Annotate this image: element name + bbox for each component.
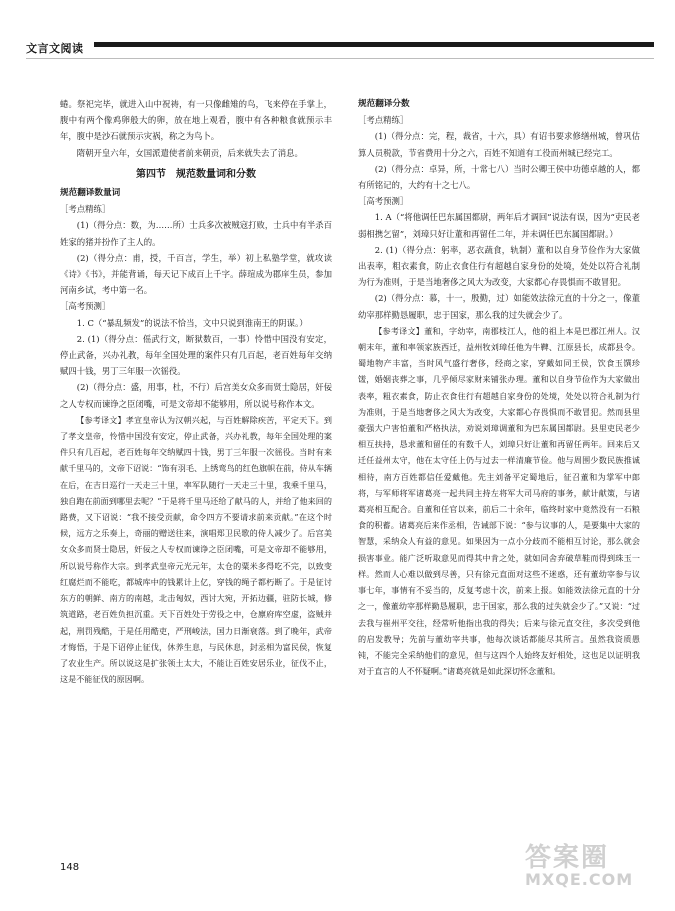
paragraph: 隋朝开皇六年，女国派遣使者前来朝贡，后来就失去了消息。 [76,147,303,158]
paragraph: (1)（得分点：数，为……所）士兵多次被贼寇打败，士兵中有半杀百姓家的猪并扮作了主人的。 [60,220,332,247]
watermark-cn: 答案圈 [525,843,610,873]
paragraph: 2. (1)（得分点：傜武行文，断狱数百，一事）怜惜中国没有安定，停止武备，兴办礼教，每年全国处理的案件只有几百起，老百姓每年交纳赋四十钱，男丁三年服一次徭役。 [60,333,332,377]
left-column [60,96,332,856]
watermark-en: MXQE.COM [525,870,634,889]
paragraph: 2. (1)（得分点：躬率，恶衣蔬食，轨制）董和以自身节俭作为大家做出表率，粗衣素食，防止衣食住行有超越自家身份的处境，处处以符合礼制为行为准则，于是当地奢侈之风大为改变，大家都心存畏惧而不敢冒犯。 [358,244,640,288]
subsection-heading: 规范翻译数量词 [60,188,121,199]
paragraph: 蜷。祭祀完毕，就进入山中祝祷，有一只像雌雉的鸟，飞来停在手掌上，腹中有两个像鸡卵般大的卵，放在地上观看，腹中有各种粮食就预示丰年，腹中是沙石就预示灾祸，称之为鸟卜。 [60,99,332,142]
paragraph: (2)（得分点：慕，十一，殷勤，过）如能效法徐元直的十分之一，像董幼宰那样勤恳履职，忠于国家，那么我的过失就会少了。 [358,293,640,320]
header-label: 文言文阅读 [26,42,84,55]
watermark-logo [525,837,655,893]
header-thin-rule [26,58,654,59]
header-rule [94,42,654,47]
paragraph: (2)（得分点：甫，授，千百言，学生，举）初上私塾学堂，就攻读《诗》《书》，并能背诵，每天记下成百上千字。薛瑄成为郡庠生员，参加河南乡试，考中第一名。 [60,252,332,296]
paragraph: (1)（得分点：完，程，裁省，十六，具）有诏书要求修缮州城，曾巩估算人员税款，节省费用十分之六，百姓不知道有工役而州城已经完工。 [358,131,640,158]
paragraph: (2)（得分点：卓异，所，十常七八）当时公卿王侯中功德卓越的人，都有所铭记的，大约有十之七八。 [358,163,640,191]
paragraph: 1. C（“暴乱频发”的说法不恰当，文中只说到淮南王的阴谋。） [76,317,308,328]
bracket-tag: ［考点精练］ [60,204,111,215]
bracket-tag: ［高考预测］ [60,301,111,312]
reference-translation: 【参考译文】孝宣皇帝认为汉朝兴起，与百姓解除疾苦，平定天下。到了孝文皇帝，怜惜中国没有安定，停止武备，兴办礼教，每年全国处理的案件只有几百起，老百姓每年交纳赋四十钱，男丁三年服一次徭役。当时有来献千里马的，文帝下诏说：“饰有羽毛、上绣鸾鸟的红色旗帜在前，侍从车辆在后，在吉日巡行一天走三十里，率军队随行一天走三十里，我乘千里马，独自跑在前面到哪里去呢？”于是将千里马还给了献马的人，并给了他来回的路费，又下诏说：“我不接受贡献，命令四方不要请求前来贡献。”在这个时候，远方之乐奏上，奇丽的赠送往来，演唱郑卫民歌的侍人减少了。后宫美女众多而贤士隐居，奸佞之人专权而谏诤之臣闭嘴，可是文帝却不能够用，所以说号称作大宗。到孝武皇帝元光元年，太仓的粟米多得吃不完，以致变红腐烂而不能吃，都城库中的钱累计上亿，穿钱的绳子都朽断了。于是征讨东方的朝鲜、南方的南越，北击匈奴，西讨大宛，开拓边疆，驻防长城，修筑道路，老百姓负担沉重。天下百姓处于劳役之中，仓廪府库空虚，盗贼并起，刑罚残酷，于是任用酷吏，严刑峻法，国力日渐衰落。到了晚年，武帝才悔悟，于是下诏停止征伐，休养生息，与民休息，封丞相为富民侯，恢复了农业生产。所以说这是扩张领土太大，不能让百姓安居乐业，征伐不止，这是不能征伐的原因啊。 [60,414,332,685]
bracket-tag: ［高考预测］ [358,196,409,207]
paragraph: 1. A（“将他调任巴东属国都尉，两年后才调回”说法有误，因为“吏民老弱相携乞留”，刘璋只好让董和再留任二年，并未调任巴东属国都尉。） [358,212,640,239]
section-heading: 第四节 规范数量词和分数 [136,168,256,180]
paragraph: (2)（得分点：盛，用事，杜，不行）后宫美女众多而贤士隐居，奸佞之人专权而谏诤之臣闭嘴，可是文帝却不能够用，所以说号称作本文。 [60,382,332,409]
bracket-tag: ［考点精练］ [358,115,409,126]
subsection-heading: 规范翻译分数 [358,99,410,109]
reference-translation: 【参考译文】董和，字幼宰，南郡枝江人，他的祖上本是巴郡江州人。汉朝末年，董和率领家族西迁，益州牧刘璋任他为牛鞞、江原县长，成都县令。蜀地物产丰富，当时风气盛行奢侈，经商之家，穿戴如同王侯，饮食玉馔珍馐，婚姻丧葬之事，几乎倾尽家财来铺张办理。董和以自身节俭作为大家做出表率，粗衣素食，防止衣食住行有超越自家身份的处境，处处以符合礼制为行为准则，于是当地奢侈之风大为改变，大家都心存畏惧而不敢冒犯。然而县里豪强大户害怕董和严格执法，劝说刘璋调董和为巴东属国都尉。县里吏民老少相互扶持，恳求董和留任的有数千人，刘璋只好让董和再留任两年。回来后又迁任益州太守，他在太守任上仍与过去一样清廉节俭。他与周围少数民族推诚相待，南方百姓都信任爱戴他。先主刘备平定蜀地后，征召董和为掌军中郎将，与军师将军诸葛亮一起共同主持左将军大司马府的事务，献计献策，与诸葛亮相互配合。自董和任官以来，前后二十余年，临终时家中竟然没有一石粮食的积蓄。诸葛亮后来作丞相，告诫部下说：“参与议事的人，是要集中大家的智慧，采纳众人有益的意见。如果因为一点小分歧而不能相互讨论，那么就会损害事业。能广泛听取意见而得其中肯之处，就如同舍弃破草鞋而得到珠玉一样。然而人心难以做到尽善，只有徐元直面对这些不迷惑，还有董幼宰参与议事七年，事情有不妥当的，反复考虑十次，前来上报。如能效法徐元直的十分之一，像董幼宰那样勤恳履职，忠于国家，那么我的过失就会少了。”又说：“过去我与崔州平交往，经常听他指出我的得失；后来与徐元直交往，多次受到他的启发教导；先前与董幼宰共事，他每次谈话都能尽其所言。虽然我资质愚钝，不能完全采纳他们的意见，但与这四个人始终友好相处，这也足以证明我对于直言的人不怀疑啊。”诸葛亮就是如此深切怀念董和。 [358,325,640,677]
right-column [358,96,640,896]
page-number: 148 [60,862,80,873]
